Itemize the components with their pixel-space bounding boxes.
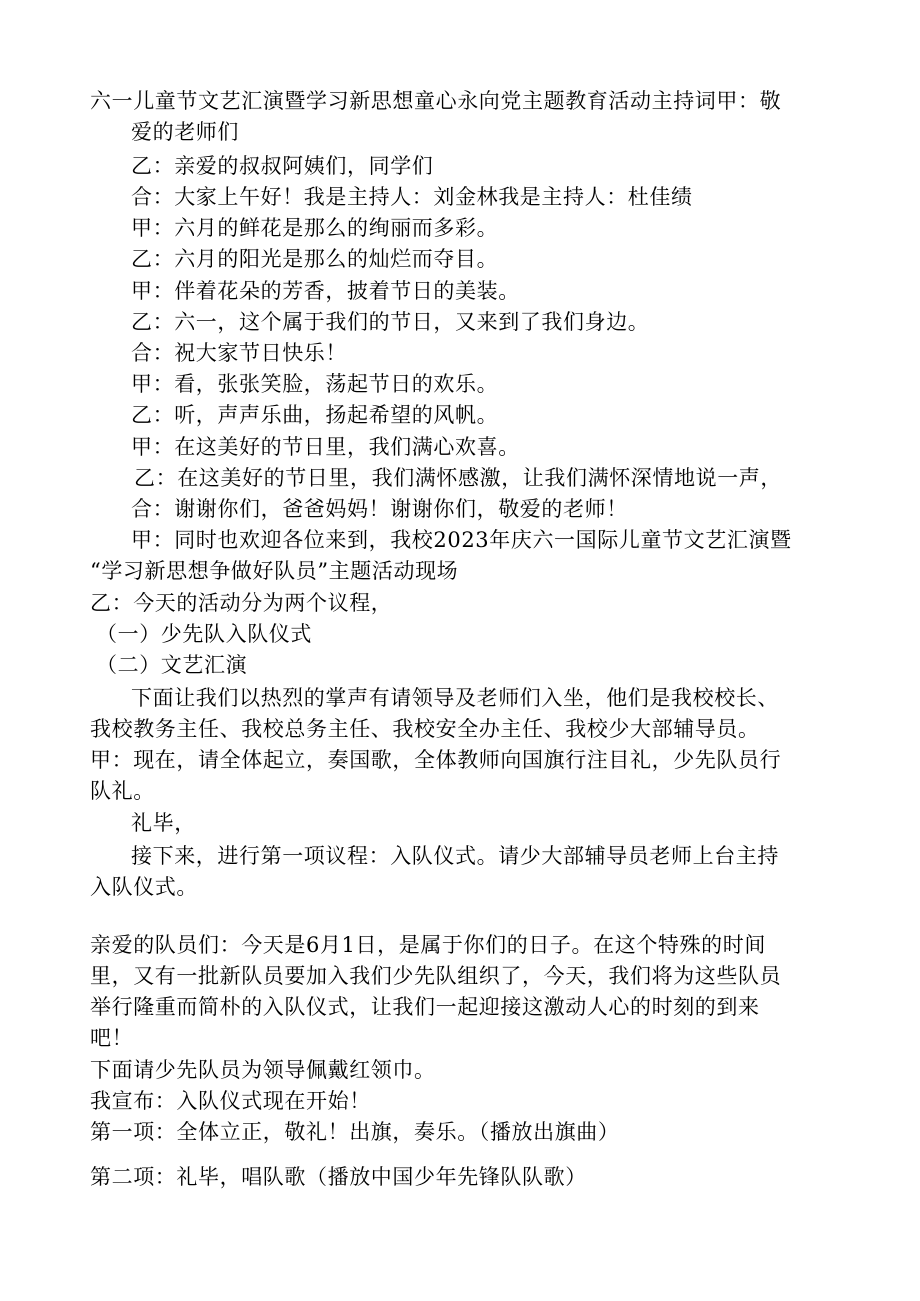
text-line: 第二项：礼毕，唱队歌（播放中国少年先锋队队歌）: [90, 1165, 587, 1189]
text-line: 甲：六月的鲜花是那么的绚丽而多彩。: [131, 216, 499, 240]
text-line: 甲：现在，请全体起立，奏国歌，全体教师向国旗行注目礼，少先队员行: [90, 748, 782, 772]
text-line: 队礼。: [90, 779, 155, 803]
text-line: 乙：今天的活动分为两个议程，: [90, 591, 393, 615]
text-line: 合：大家上午好！我是主持人：刘金林我是主持人：杜佳绩: [131, 185, 693, 209]
text-line: 第一项：全体立正，敬礼！出旗，奏乐。（播放出旗曲）: [90, 1120, 620, 1144]
text-line: 我宣布：入队仪式现在开始！: [90, 1089, 371, 1113]
text-line: 乙：听，声声乐曲，扬起希望的风帆。: [131, 403, 499, 427]
text-line: 里，又有一批新队员要加入我们少先队组织了，今天，我们将为这些队员: [90, 964, 782, 988]
text-line: 礼毕，: [131, 811, 196, 835]
text-line: 甲：看，张张笑脸，荡起节日的欢乐。: [131, 372, 499, 396]
text-line: 合：祝大家节日快乐！: [131, 341, 347, 365]
text-line: “学习新思想争做好队员”主题活动现场: [90, 559, 459, 583]
text-line: 接下来，进行第一项议程：入队仪式。请少大部辅导员老师上台主持: [131, 844, 779, 868]
text-line: 下面让我们以热烈的掌声有请领导及老师们入坐，他们是我校校长、: [131, 686, 779, 710]
text-line: 乙：六一，这个属于我们的节日，又来到了我们身边。: [131, 310, 650, 334]
text-line: （二）文艺汇演: [96, 653, 248, 677]
text-line: 我校教务主任、我校总务主任、我校安全办主任、我校少大部辅导员。: [90, 717, 760, 741]
text-line: 爱的老师们: [131, 120, 239, 144]
text-line: 入队仪式。: [90, 875, 198, 899]
text-line: 甲：同时也欢迎各位来到，我校2023年庆六一国际儿童节文艺汇演暨: [131, 528, 792, 552]
text-line: 亲爱的队员们：今天是6月1日，是属于你们的日子。在这个特殊的时间: [90, 933, 766, 957]
text-line: 六一儿童节文艺汇演暨学习新思想童心永向党主题教育活动主持词甲：敬: [90, 89, 782, 113]
text-line: 举行隆重而简朴的入队仪式，让我们一起迎接这激动人心的时刻的到来: [90, 995, 760, 1019]
text-line: 乙：在这美好的节日里，我们满怀感激，让我们满怀深情地说一声，: [134, 466, 782, 490]
text-line: 甲：伴着花朵的芳香，披着节日的美装。: [131, 279, 520, 303]
text-line: 合：谢谢你们，爸爸妈妈！谢谢你们，敬爱的老师！: [131, 497, 628, 521]
text-line: 乙：亲爱的叔叔阿姨们，同学们: [131, 154, 434, 178]
text-line: 甲：在这美好的节日里，我们满心欢喜。: [131, 435, 520, 459]
text-line: 乙：六月的阳光是那么的灿烂而夺目。: [131, 247, 499, 271]
text-line: 下面请少先队员为领导佩戴红领巾。: [90, 1058, 436, 1082]
text-line: 吧！: [90, 1026, 134, 1050]
text-line: （一）少先队入队仪式: [96, 622, 312, 646]
